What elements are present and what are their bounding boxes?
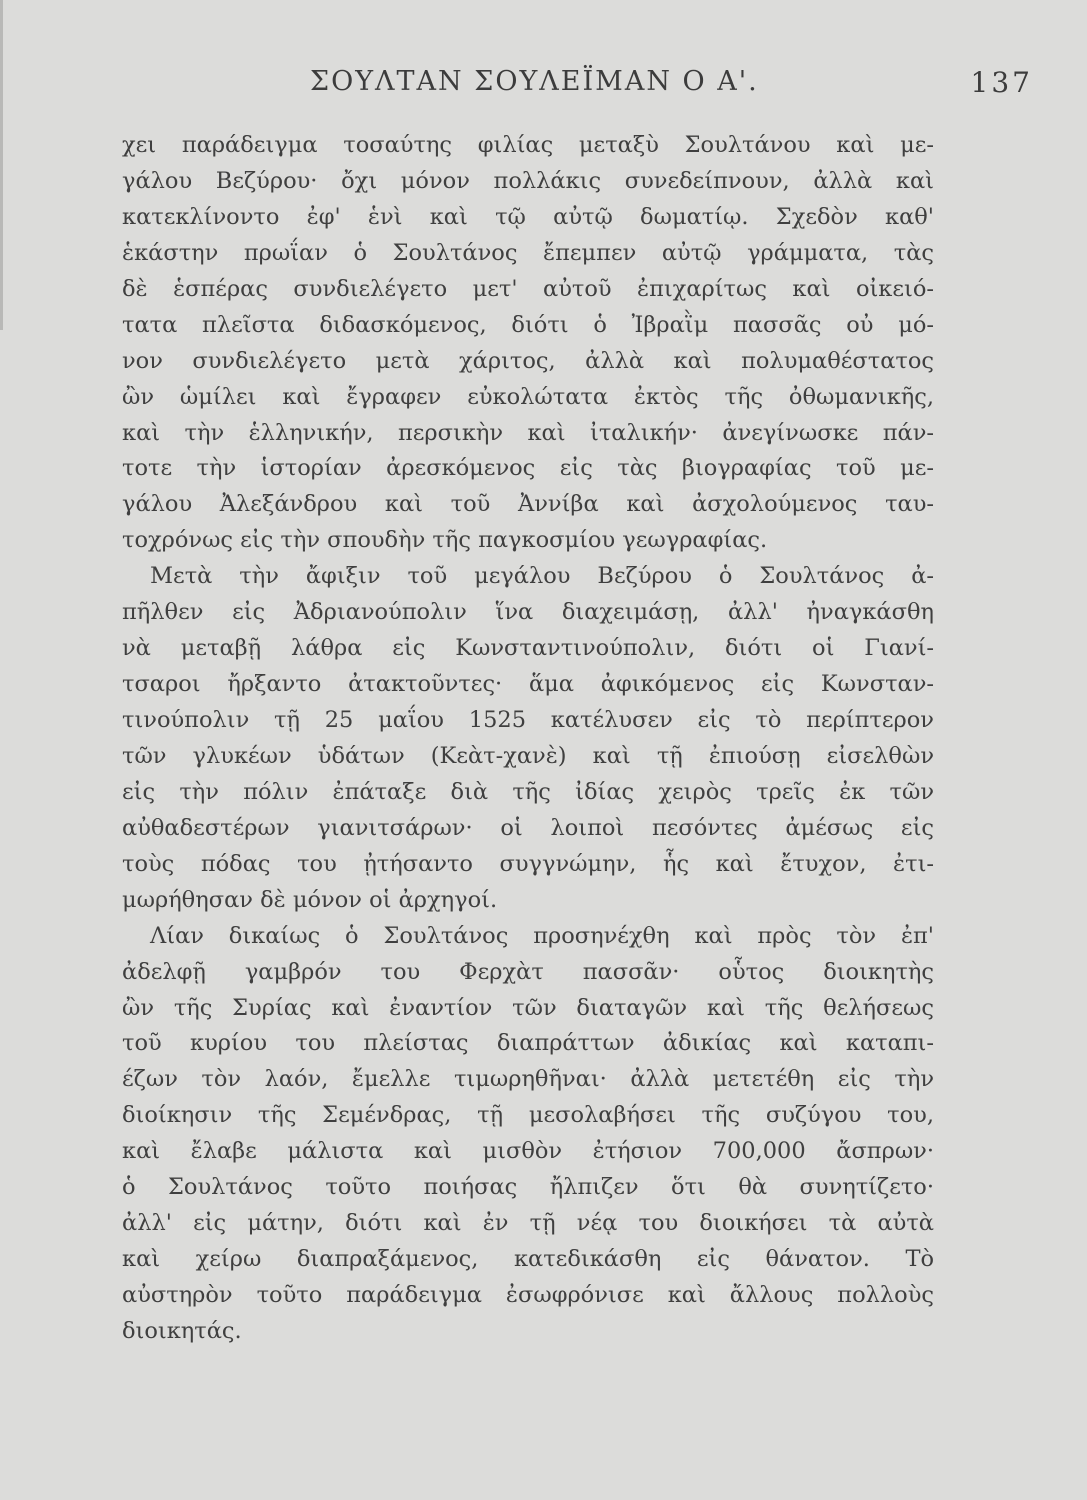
text-line: πῆλθεν εἰς Ἀδριανούπολιν ἵνα διαχειμάσῃ, ἀλλ' ἠναγκάσθη bbox=[122, 599, 934, 626]
text-line: διοικητάς. bbox=[122, 1317, 242, 1344]
text-line: αὐστηρὸν τοῦτο παράδειγμα ἐσωφρόνισε καὶ ἄλλους πολλοὺς bbox=[122, 1282, 934, 1308]
text-line: νὰ μεταβῇ λάθρα εἰς Κωνσταντινούπολιν, διότι οἱ Γιανί- bbox=[122, 635, 934, 662]
text-line: τατα πλεῖστα διδασκόμενος, διότι ὁ Ἰβραῒμ πασσᾶς οὐ μό- bbox=[122, 311, 934, 338]
text-line: καὶ τὴν ἑλληνικήν, περσικὴν καὶ ἰταλικήν· ἀνεγίνωσκε πάν- bbox=[122, 419, 934, 446]
text-line: αὐθαδεστέρων γιανιτσάρων· οἱ λοιποὶ πεσόντες ἀμέσως εἰς bbox=[122, 814, 934, 841]
text-line: τοὺς πόδας του ᾐτήσαντο συγγνώμην, ἧς καὶ ἔτυχον, ἐτι- bbox=[122, 850, 934, 877]
text-line: ὁ Σουλτάνος τοῦτο ποιήσας ἤλπιζεν ὅτι θὰ συνητίζετο· bbox=[122, 1174, 934, 1201]
text-line: τινούπολιν τῇ 25 μαΐου 1525 κατέλυσεν εἰς τὸ περίπτερον bbox=[122, 707, 934, 733]
text-line: χει παράδειγμα τοσαύτης φιλίας μεταξὺ Σουλτάνου καὶ με- bbox=[122, 132, 934, 158]
text-line: καὶ χείρω διαπραξάμενος, κατεδικάσθη εἰς θάνατον. Τὸ bbox=[122, 1246, 934, 1273]
text-line: εἰς τὴν πόλιν ἐπάταξε διὰ τῆς ἰδίας χειρὸς τρεῖς ἐκ τῶν bbox=[122, 778, 934, 805]
text-line: τῶν γλυκέων ὑδάτων (Κεὰτ-χανὲ) καὶ τῇ ἐπιούσῃ εἰσελθὼν bbox=[122, 742, 934, 769]
text-line: γάλου Ἀλεξάνδρου καὶ τοῦ Ἀννίβα καὶ ἀσχολούμενος ταυ- bbox=[122, 491, 934, 518]
page-edge-shadow bbox=[0, 0, 3, 330]
text-line: νον συνδιελέγετο μετὰ χάριτος, ἀλλὰ καὶ πολυμαθέστατος bbox=[122, 347, 934, 374]
text-line: τοχρόνως εἰς τὴν σπουδὴν τῆς παγκοσμίου γεωγραφίας. bbox=[122, 527, 768, 554]
text-line: τσαροι ἤρξαντο ἀτακτοῦντες· ἅμα ἀφικόμενος εἰς Κωνσταν- bbox=[122, 671, 934, 698]
text-line: ἀλλ' εἰς μάτην, διότι καὶ ἐν τῇ νέᾳ του διοικήσει τὰ αὐτὰ bbox=[122, 1210, 934, 1237]
text-line: διοίκησιν τῆς Σεμένδρας, τῇ μεσολαβήσει τῆς συζύγου του, bbox=[122, 1102, 934, 1129]
text-line: κατεκλίνοντο ἐφ' ἑνὶ καὶ τῷ αὐτῷ δωματίῳ. Σχεδὸν καθ' bbox=[122, 203, 934, 230]
text-line: δὲ ἑσπέρας συνδιελέγετο μετ' αὐτοῦ ἐπιχαρίτως καὶ οἰκειό- bbox=[122, 275, 934, 302]
text-line: έζων τὸν λαόν, ἔμελλε τιμωρηθῆναι· ἀλλὰ μετετέθη εἰς τὴν bbox=[122, 1066, 934, 1093]
text-line: τοῦ κυρίου του πλείστας διαπράττων ἀδικίας καὶ καταπι- bbox=[122, 1030, 934, 1057]
text-line: καὶ ἔλαβε μάλιστα καὶ μισθὸν ἐτήσιον 700,000 ἄσπρων· bbox=[122, 1138, 934, 1165]
text-line: ἀδελφῇ γαμβρόν του Φερχὰτ πασσᾶν· οὗτος διοικητὴς bbox=[122, 958, 934, 985]
text-line: τοτε τὴν ἱστορίαν ἀρεσκόμενος εἰς τὰς βιογραφίας τοῦ με- bbox=[122, 455, 934, 482]
text-line: μωρήθησαν δὲ μόνον οἱ ἀρχηγοί. bbox=[122, 886, 498, 913]
body-text bbox=[122, 128, 934, 1350]
text-line: ὢν τῆς Συρίας καὶ ἐναντίον τῶν διαταγῶν καὶ τῆς θελήσεως bbox=[122, 994, 934, 1021]
text-line: Μετὰ τὴν ἄφιξιν τοῦ μεγάλου Βεζύρου ὁ Σουλτάνος ἀ- bbox=[150, 563, 934, 590]
text-line: ἑκάστην πρωΐαν ὁ Σουλτάνος ἔπεμπεν αὐτῷ γράμματα, τὰς bbox=[122, 239, 934, 266]
text-line: γάλου Βεζύρου· ὄχι μόνον πολλάκις συνεδείπνουν, ἀλλὰ καὶ bbox=[122, 167, 934, 194]
running-title: ΣΟΥΛΤΑΝ ΣΟΥΛΕΪΜΑΝ Ο Α'. bbox=[310, 66, 759, 97]
page-number: 137 bbox=[970, 66, 1033, 99]
page-header bbox=[0, 66, 1087, 106]
text-line: Λίαν δικαίως ὁ Σουλτάνος προσηνέχθη καὶ πρὸς τὸν ἐπ' bbox=[150, 922, 934, 949]
text-line: ὢν ὡμίλει καὶ ἔγραφεν εὐκολώτατα ἐκτὸς τῆς ὀθωμανικῆς, bbox=[122, 383, 934, 410]
